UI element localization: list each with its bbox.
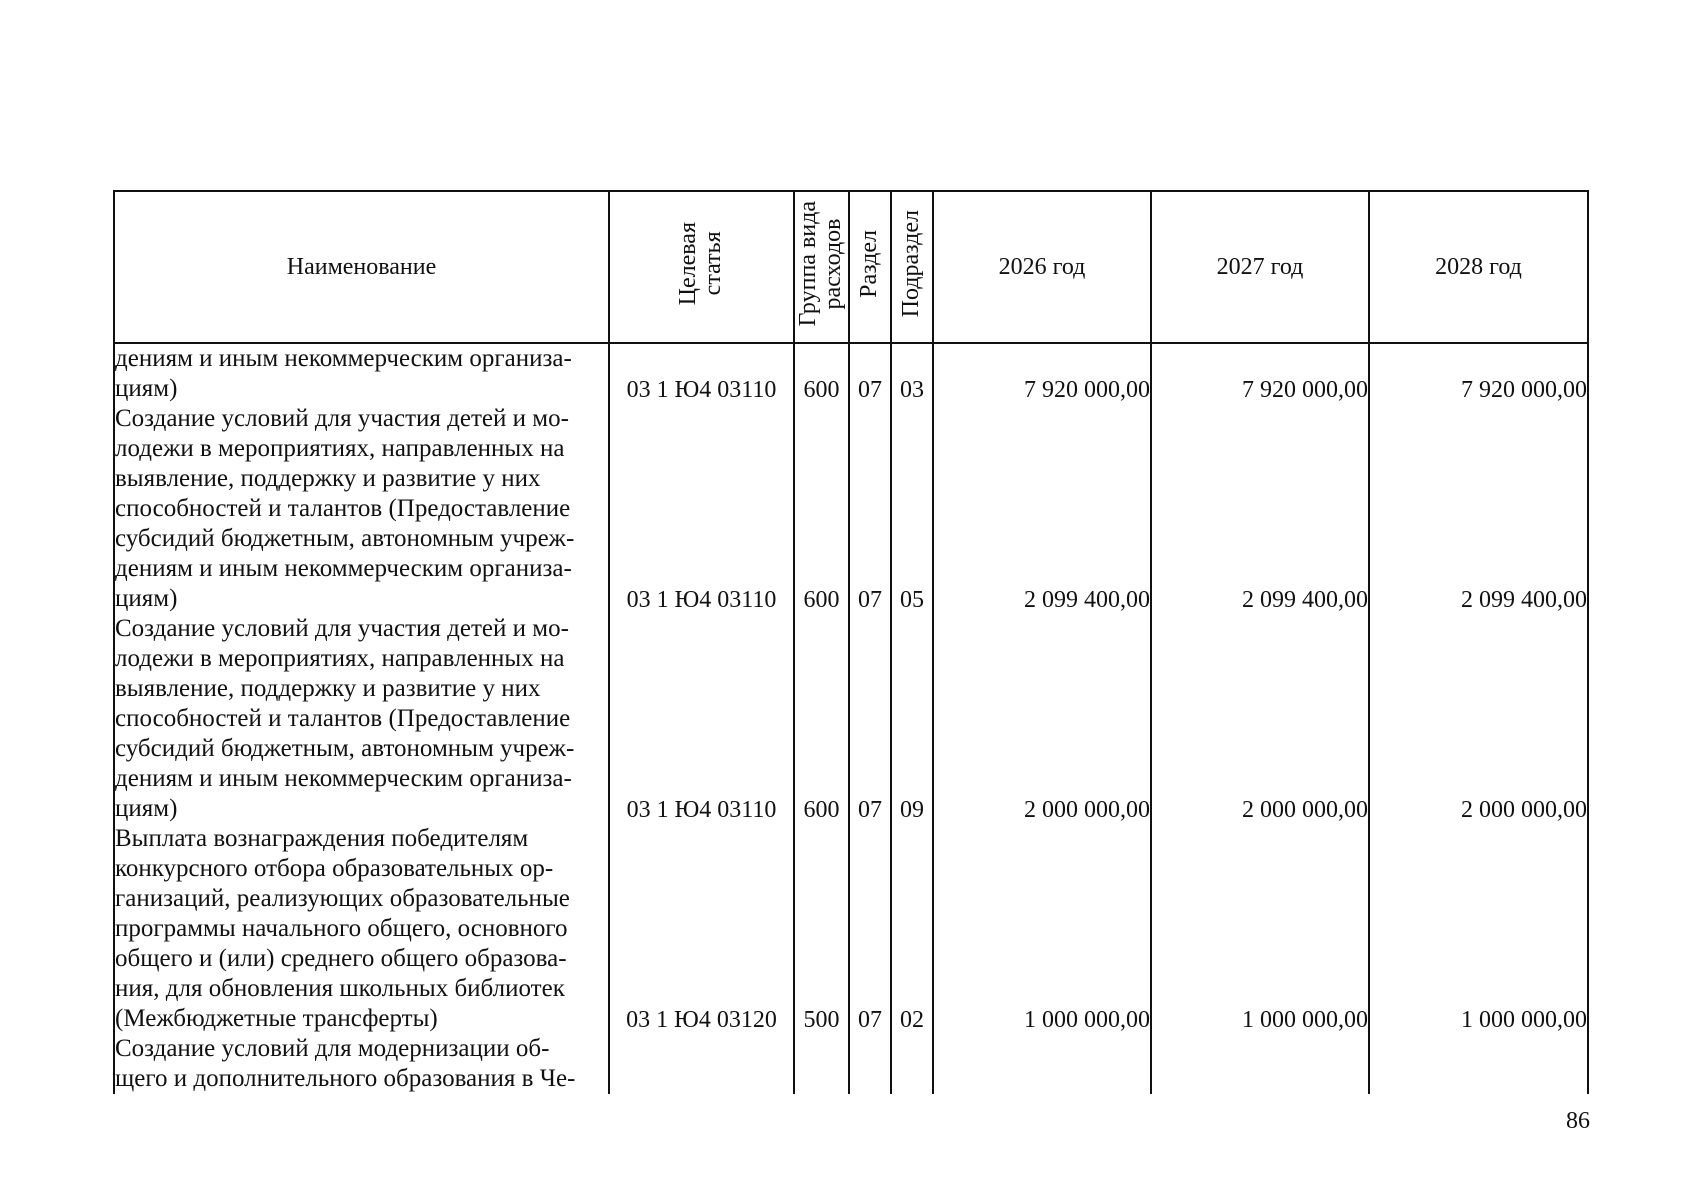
budget-table (113, 190, 1589, 1094)
row-expense-group: 600 (794, 343, 849, 404)
header-target-article: Целевая статья (609, 191, 794, 343)
row-section (849, 1034, 891, 1094)
row-amount-2028 (1369, 1034, 1588, 1094)
row-name: Выплата вознаграждения победителям конкурсного отбора образовательных ор- ганизаций, реализующих образовательные программы начального общего, основного общего и (или) среднего общего образова- ния, для обновления школьных библиотек (Межбюджетные трансферты) (114, 824, 609, 1034)
row-expense-group (794, 1034, 849, 1094)
row-amount-2026 (933, 1034, 1151, 1094)
row-amount-2027 (1151, 1034, 1369, 1094)
table-row (114, 343, 1588, 404)
row-amount-2027: 7 920 000,00 (1151, 343, 1369, 404)
row-amount-2027: 2 000 000,00 (1151, 614, 1369, 824)
row-section: 07 (849, 343, 891, 404)
table-row (114, 404, 1588, 614)
table-row (114, 1034, 1588, 1094)
row-expense-group: 600 (794, 614, 849, 824)
row-amount-2027: 2 099 400,00 (1151, 404, 1369, 614)
row-target-article (609, 1034, 794, 1094)
row-section: 07 (849, 824, 891, 1034)
row-target-article: 03 1 Ю4 03110 (609, 343, 794, 404)
header-expense-group: Группа вида расходов (794, 191, 849, 343)
table-row (114, 824, 1588, 1034)
header-subsection: Подраздел (891, 191, 933, 343)
row-amount-2026: 2 099 400,00 (933, 404, 1151, 614)
row-amount-2026: 7 920 000,00 (933, 343, 1151, 404)
row-expense-group: 500 (794, 824, 849, 1034)
row-amount-2028: 1 000 000,00 (1369, 824, 1588, 1034)
row-amount-2028: 7 920 000,00 (1369, 343, 1588, 404)
header-year-2026: 2026 год (933, 191, 1151, 343)
row-subsection (891, 1034, 933, 1094)
row-name: Создание условий для модернизации об- щего и дополнительного образования в Че- (114, 1034, 609, 1094)
row-target-article: 03 1 Ю4 03110 (609, 614, 794, 824)
table-row (114, 614, 1588, 824)
row-amount-2028: 2 000 000,00 (1369, 614, 1588, 824)
row-section: 07 (849, 614, 891, 824)
table-header-row (114, 191, 1588, 343)
row-name: дениям и иным некоммерческим организа- циям) (114, 343, 609, 404)
row-amount-2028: 2 099 400,00 (1369, 404, 1588, 614)
row-name: Создание условий для участия детей и мо- лодежи в мероприятиях, направленных на выявление, поддержку и развитие у них способностей и талантов (Предоставление субсидий бюджетным, автономным учреж- дениям и иным некоммерческим организа- циям) (114, 404, 609, 614)
row-expense-group: 600 (794, 404, 849, 614)
header-year-2027: 2027 год (1151, 191, 1369, 343)
page-number: 86 (1566, 1108, 1590, 1134)
row-amount-2026: 2 000 000,00 (933, 614, 1151, 824)
row-amount-2027: 1 000 000,00 (1151, 824, 1369, 1034)
row-name: Создание условий для участия детей и мо- лодежи в мероприятиях, направленных на выявление, поддержку и развитие у них способностей и талантов (Предоставление субсидий бюджетным, автономным учреж- дениям и иным некоммерческим организа- циям) (114, 614, 609, 824)
row-subsection: 03 (891, 343, 933, 404)
header-section: Раздел (849, 191, 891, 343)
row-subsection: 09 (891, 614, 933, 824)
header-year-2028: 2028 год (1369, 191, 1588, 343)
row-subsection: 02 (891, 824, 933, 1034)
row-subsection: 05 (891, 404, 933, 614)
row-target-article: 03 1 Ю4 03120 (609, 824, 794, 1034)
row-target-article: 03 1 Ю4 03110 (609, 404, 794, 614)
header-name: Наименование (114, 191, 609, 343)
row-amount-2026: 1 000 000,00 (933, 824, 1151, 1034)
row-section: 07 (849, 404, 891, 614)
